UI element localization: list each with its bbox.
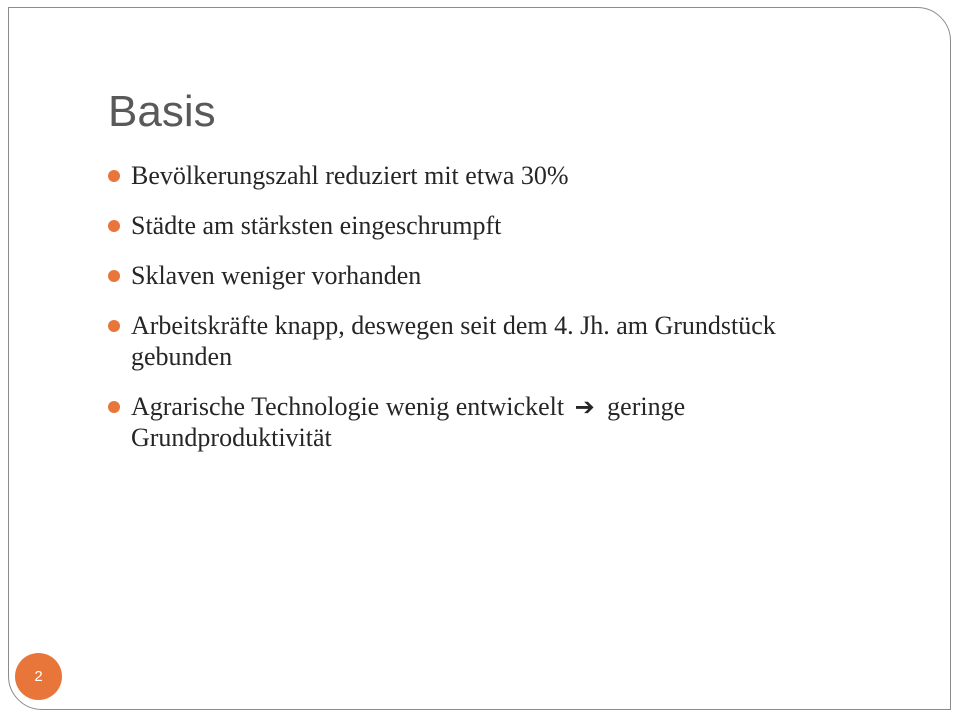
bullet-list — [108, 160, 838, 453]
bullet-text: Städte am stärksten eingeschrumpft — [131, 211, 502, 240]
bullet-text: Sklaven weniger vorhanden — [131, 261, 422, 290]
bullet-text: Bevölkerungszahl reduziert mit etwa 30% — [131, 161, 569, 190]
bullet-item-labor — [108, 310, 838, 372]
right-arrow-icon: ➔ — [574, 393, 595, 421]
bullet-dot-icon — [108, 401, 120, 413]
bullet-item-population — [108, 160, 838, 191]
bullet-text-after-arrow: geringe Grundproduktivität — [131, 392, 686, 452]
bullet-dot-icon — [108, 270, 120, 282]
bullet-item-technology — [108, 391, 838, 453]
bullet-dot-icon — [108, 170, 120, 182]
bullet-item-slaves — [108, 260, 838, 291]
bullet-dot-icon — [108, 220, 120, 232]
bullet-text: Arbeitskräfte knapp, deswegen seit dem 4. Jh. am Grundstück gebunden — [131, 311, 776, 371]
page-number-badge: 2 — [15, 653, 62, 700]
slide-title: Basis — [108, 87, 216, 136]
bullet-text-before-arrow: Agrarische Technologie wenig entwickelt — [131, 392, 565, 421]
bullet-item-cities — [108, 210, 838, 241]
bullet-dot-icon — [108, 320, 120, 332]
